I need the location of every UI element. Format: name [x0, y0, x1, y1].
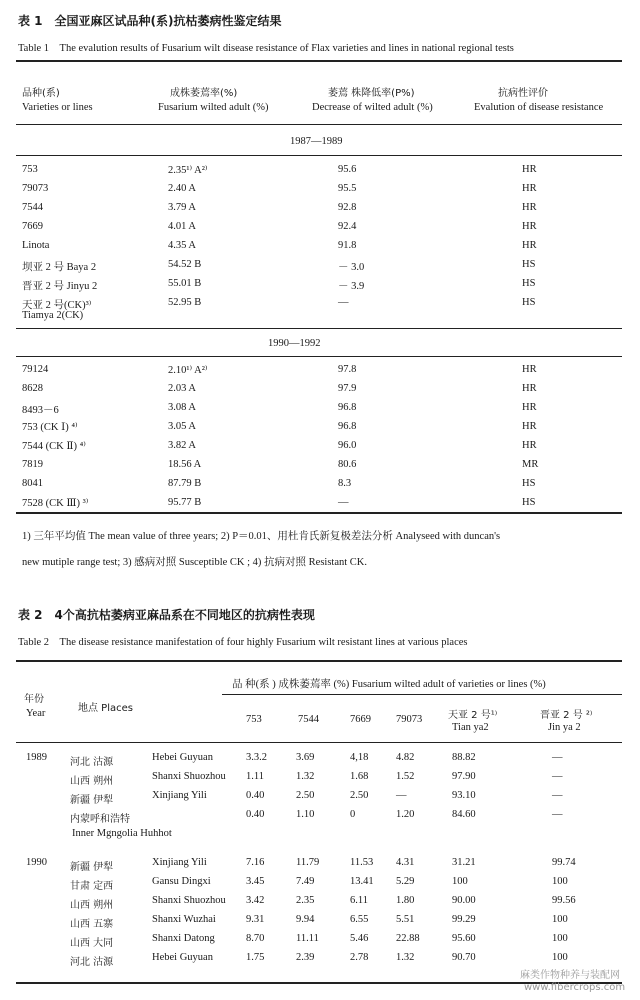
t2-cell-value: 1.68 [350, 771, 369, 782]
t1-cell-decrease: 8.3 [338, 478, 352, 489]
t1-cell-rate: 3.82 A [168, 440, 197, 451]
t1-cell-decrease: 96.0 [338, 440, 357, 451]
t2-header-group: 品 种(系 ) 成株萎蔫率 (%) Fusarium wilted adult of varieties or lines (%) [232, 679, 546, 690]
t2-header-year-zh: 年份 [24, 694, 44, 705]
t1-footnote-2: new mutiple range test; 3) 感病对照 Susceptible CK ; 4) 抗病对照 Resistant CK. [22, 557, 368, 568]
t2-header-place: 地点 Places [78, 703, 133, 714]
t2-cell-value: 1.80 [396, 895, 415, 906]
table1-top-rule [16, 60, 622, 62]
t1-cell-variety: 7528 (CK Ⅲ) ³⁾ [22, 498, 89, 509]
t2-cell-value: 2.50 [296, 790, 315, 801]
t2-cell-place: Inner Mgngolia Huhhot [72, 828, 172, 839]
t2-cell-province: 山西 朔州 [70, 900, 114, 911]
t2-cell-value: — [552, 752, 563, 763]
t2-cell-value: 99.29 [452, 914, 476, 925]
t1-footnote-1: 1) 三年平均值 The mean value of three years; 2) P＝0.01、用杜肯氏新复极差法分析 Analyseed with duncan's [22, 531, 501, 542]
t2-cell-value: 1.32 [396, 952, 415, 963]
t2-header-7669: 7669 [350, 714, 371, 725]
t2-cell-value: — [552, 790, 563, 801]
t1-cell-rate: 2.35¹⁾ A²⁾ [168, 165, 208, 176]
t1-cell-eval: HS [522, 297, 536, 308]
t1-row-extra: Tiamya 2(CK) [22, 310, 84, 321]
t1-cell-variety: 8628 [22, 383, 43, 394]
t1-cell-decrease: 97.9 [338, 383, 357, 394]
t1-cell-decrease: — [338, 297, 349, 308]
t1-cell-variety: 7544 [22, 202, 43, 213]
t1-cell-decrease: 95.6 [338, 164, 357, 175]
t1-cell-eval: HS [522, 259, 536, 270]
t2-header-7544: 7544 [298, 714, 319, 725]
t1-cell-rate: 54.52 B [168, 259, 202, 270]
t2-cell-value: 99.56 [552, 895, 576, 906]
t2-cell-year: 1990 [26, 857, 47, 868]
t2-cell-province: 内蒙呼和浩特 [70, 814, 130, 825]
t1-header-rule [16, 124, 622, 125]
t2-cell-place: Shanxi Datong [152, 933, 215, 944]
t2-cell-value: 11.53 [350, 857, 374, 868]
t1-cell-eval: MR [522, 459, 539, 470]
t1-cell-variety: 753 [22, 164, 38, 175]
t1-cell-decrease: 92.4 [338, 221, 357, 232]
t1-cell-variety: 753 (CK Ⅰ) ⁴⁾ [22, 422, 78, 433]
t2-group-rule [222, 694, 622, 695]
t1-header-rate-zh: 成株萎蔫率(%) [170, 88, 238, 99]
t2-cell-value: 1.11 [246, 771, 264, 782]
t2-cell-value: 13.41 [350, 876, 374, 887]
t1-cell-decrease: － 3.9 [338, 281, 365, 292]
t2-cell-province: 甘肃 定西 [70, 881, 114, 892]
t1-header-rate-en: Fusarium wilted adult (%) [158, 102, 269, 113]
t1-cell-eval: HR [522, 164, 537, 175]
t1-mid-rule [16, 328, 622, 329]
t1-cell-eval: HR [522, 402, 537, 413]
t2-cell-value: 9.94 [296, 914, 315, 925]
t2-cell-value: 1.10 [296, 809, 315, 820]
t2-cell-value: 100 [552, 952, 568, 963]
t2-header-tianya-en: Tian ya2 [452, 722, 489, 733]
t2-header-rule [16, 742, 622, 743]
t2-cell-value: 2.39 [296, 952, 315, 963]
t2-cell-value: 5.46 [350, 933, 369, 944]
t2-cell-province: 山西 朔州 [70, 776, 114, 787]
t1-cell-eval: HR [522, 202, 537, 213]
t2-cell-value: 9.31 [246, 914, 265, 925]
t2-cell-value: 90.70 [452, 952, 476, 963]
t2-cell-value: 7.49 [296, 876, 315, 887]
t2-cell-value: 4,18 [350, 752, 369, 763]
t2-cell-place: Xinjiang Yili [152, 857, 207, 868]
t2-cell-value: 0.40 [246, 790, 265, 801]
t2-cell-value: 6.11 [350, 895, 368, 906]
t1-cell-eval: HR [522, 183, 537, 194]
t1-cell-eval: HS [522, 497, 536, 508]
t1-cell-decrease: 96.8 [338, 421, 357, 432]
t1-cell-decrease: 95.5 [338, 183, 357, 194]
t2-cell-value: 1.75 [246, 952, 265, 963]
t1-period2-rule [16, 356, 622, 357]
t2-cell-value: 100 [552, 876, 568, 887]
t2-cell-value: 11.79 [296, 857, 320, 868]
t1-cell-rate: 2.40 A [168, 183, 197, 194]
t1-cell-decrease: 80.6 [338, 459, 357, 470]
t2-cell-value: 99.74 [552, 857, 576, 868]
t2-cell-value: 8.70 [246, 933, 265, 944]
t1-cell-variety: 7819 [22, 459, 43, 470]
t2-cell-value: 1.52 [396, 771, 415, 782]
t2-cell-value: 100 [552, 933, 568, 944]
t2-cell-value: 4.31 [396, 857, 415, 868]
t1-cell-eval: HR [522, 440, 537, 451]
t1-cell-variety: 7669 [22, 221, 43, 232]
t1-cell-decrease: 97.8 [338, 364, 357, 375]
t1-cell-decrease: 91.8 [338, 240, 357, 251]
t1-header-variety-zh: 品种(系) [22, 88, 60, 99]
t2-cell-value: 2.78 [350, 952, 369, 963]
t2-cell-place: Hebei Guyuan [152, 752, 213, 763]
table2-caption-en: Table 2 The disease resistance manifestation of four highly Fusarium wilt resistant lines at various places [18, 637, 468, 648]
t2-cell-province: 新疆 伊犁 [70, 795, 114, 806]
t2-cell-value: 0.40 [246, 809, 265, 820]
t1-header-decrease-zh: 萎蔫 株降低率(P%) [328, 88, 415, 99]
t2-cell-year: 1989 [26, 752, 47, 763]
table2-top-rule [16, 660, 622, 662]
t2-cell-value: 3.3.2 [246, 752, 267, 763]
t2-cell-value: 1.32 [296, 771, 315, 782]
t2-cell-province: 河北 沽源 [70, 757, 114, 768]
t2-cell-value: 93.10 [452, 790, 476, 801]
t1-cell-decrease: 92.8 [338, 202, 357, 213]
t1-period-2: 1990—1992 [268, 338, 321, 349]
watermark-zh: 麻类作物种养与装配网 [520, 970, 620, 981]
t2-cell-place: Gansu Dingxi [152, 876, 211, 887]
t2-cell-value: 7.16 [246, 857, 265, 868]
watermark-url: www.fibercrops.com [524, 982, 626, 993]
t1-header-eval-en: Evalution of disease resistance [474, 102, 604, 113]
t1-cell-rate: 87.79 B [168, 478, 202, 489]
t1-cell-rate: 95.77 B [168, 497, 202, 508]
t1-header-decrease-en: Decrease of wilted adult (%) [312, 102, 433, 113]
t1-cell-rate: 18.56 A [168, 459, 202, 470]
t2-cell-value: 5.51 [396, 914, 415, 925]
t1-header-eval-zh: 抗病性评价 [498, 88, 548, 99]
t2-header-year-en: Year [26, 708, 46, 719]
t1-cell-eval: HR [522, 240, 537, 251]
t1-cell-variety: 晋亚 2 号 Jinyu 2 [22, 281, 98, 292]
t1-cell-rate: 3.08 A [168, 402, 197, 413]
t1-cell-variety: 79073 [22, 183, 49, 194]
t2-cell-value: 100 [552, 914, 568, 925]
t1-cell-rate: 2.03 A [168, 383, 197, 394]
t2-cell-value: — [396, 790, 407, 801]
t2-cell-value: 88.82 [452, 752, 476, 763]
t1-cell-eval: HS [522, 278, 536, 289]
t2-cell-value: 4.82 [396, 752, 415, 763]
t2-cell-value: 22.88 [396, 933, 420, 944]
table2-caption-zh: 表 2 4个高抗枯萎病亚麻品系在不同地区的抗病性表现 [18, 608, 315, 622]
t1-cell-decrease: — [338, 497, 349, 508]
t2-cell-value: — [552, 771, 563, 782]
t1-cell-rate: 3.05 A [168, 421, 197, 432]
t1-cell-variety: 8493－6 [22, 405, 59, 416]
t1-cell-variety: Linota [22, 240, 50, 251]
t2-cell-place: Hebei Guyuan [152, 952, 213, 963]
t2-cell-province: 山西 大同 [70, 938, 114, 949]
t1-cell-rate: 4.35 A [168, 240, 197, 251]
table1-caption-en: Table 1 The evalution results of Fusarium wilt disease resistance of Flax varieties and lines in national regional tests [18, 43, 514, 54]
t2-cell-value: 2.35 [296, 895, 315, 906]
t2-cell-value: 5.29 [396, 876, 415, 887]
t1-cell-eval: HR [522, 421, 537, 432]
t1-cell-eval: HR [522, 221, 537, 232]
t2-cell-value: 1.20 [396, 809, 415, 820]
t1-cell-rate: 55.01 B [168, 278, 202, 289]
t2-cell-value: 3.45 [246, 876, 265, 887]
t1-cell-variety: 8041 [22, 478, 43, 489]
t2-header-79073: 79073 [396, 714, 423, 725]
t1-cell-rate: 52.95 B [168, 297, 202, 308]
t1-cell-decrease: － 3.0 [338, 262, 365, 273]
t2-cell-value: 84.60 [452, 809, 476, 820]
t2-cell-value: 3.42 [246, 895, 265, 906]
t2-cell-value: 3.69 [296, 752, 315, 763]
t1-cell-decrease: 96.8 [338, 402, 357, 413]
t2-cell-value: 6.55 [350, 914, 369, 925]
t2-cell-value: 95.60 [452, 933, 476, 944]
t2-cell-province: 山西 五寨 [70, 919, 114, 930]
t2-header-jinya-zh: 晋亚 2 号 ²⁾ [540, 710, 593, 721]
t2-cell-place: Shanxi Wuzhai [152, 914, 216, 925]
t2-cell-province: 河北 沽源 [70, 957, 114, 968]
t1-cell-eval: HR [522, 383, 537, 394]
t2-header-753: 753 [246, 714, 262, 725]
t1-cell-rate: 3.79 A [168, 202, 197, 213]
t2-cell-place: Shanxi Shuozhou [152, 771, 226, 782]
t1-cell-variety: 7544 (CK Ⅱ) ⁴⁾ [22, 441, 86, 452]
t2-cell-value: 90.00 [452, 895, 476, 906]
t1-cell-eval: HR [522, 364, 537, 375]
t1-cell-variety: 79124 [22, 364, 49, 375]
t2-header-tianya-zh: 天亚 2 号¹⁾ [448, 710, 498, 721]
t2-header-jinya-en: Jin ya 2 [548, 722, 581, 733]
t2-cell-value: 11.11 [296, 933, 319, 944]
t1-cell-rate: 4.01 A [168, 221, 197, 232]
t1-period1-rule [16, 155, 622, 156]
t1-cell-variety: 坝亚 2 号 Baya 2 [22, 262, 97, 273]
table1-caption-zh: 表 1 全国亚麻区试品种(系)抗枯萎病性鉴定结果 [18, 14, 282, 28]
t2-cell-place: Shanxi Shuozhou [152, 895, 226, 906]
t2-cell-value: 97.90 [452, 771, 476, 782]
t1-cell-variety: 天亚 2 号(CK)³⁾ [22, 300, 92, 311]
t2-cell-value: 0 [350, 809, 356, 820]
t2-cell-place: Xinjiang Yili [152, 790, 207, 801]
t2-cell-value: 100 [452, 876, 468, 887]
t2-cell-value: 2.50 [350, 790, 369, 801]
t2-cell-province: 新疆 伊犁 [70, 862, 114, 873]
t2-cell-value: 31.21 [452, 857, 476, 868]
t1-bottom-rule [16, 512, 622, 514]
t1-cell-eval: HS [522, 478, 536, 489]
t1-header-variety-en: Varieties or lines [22, 102, 93, 113]
t2-cell-value: — [552, 809, 563, 820]
t1-period-1: 1987—1989 [290, 136, 343, 147]
t1-cell-rate: 2.10¹⁾ A²⁾ [168, 365, 208, 376]
